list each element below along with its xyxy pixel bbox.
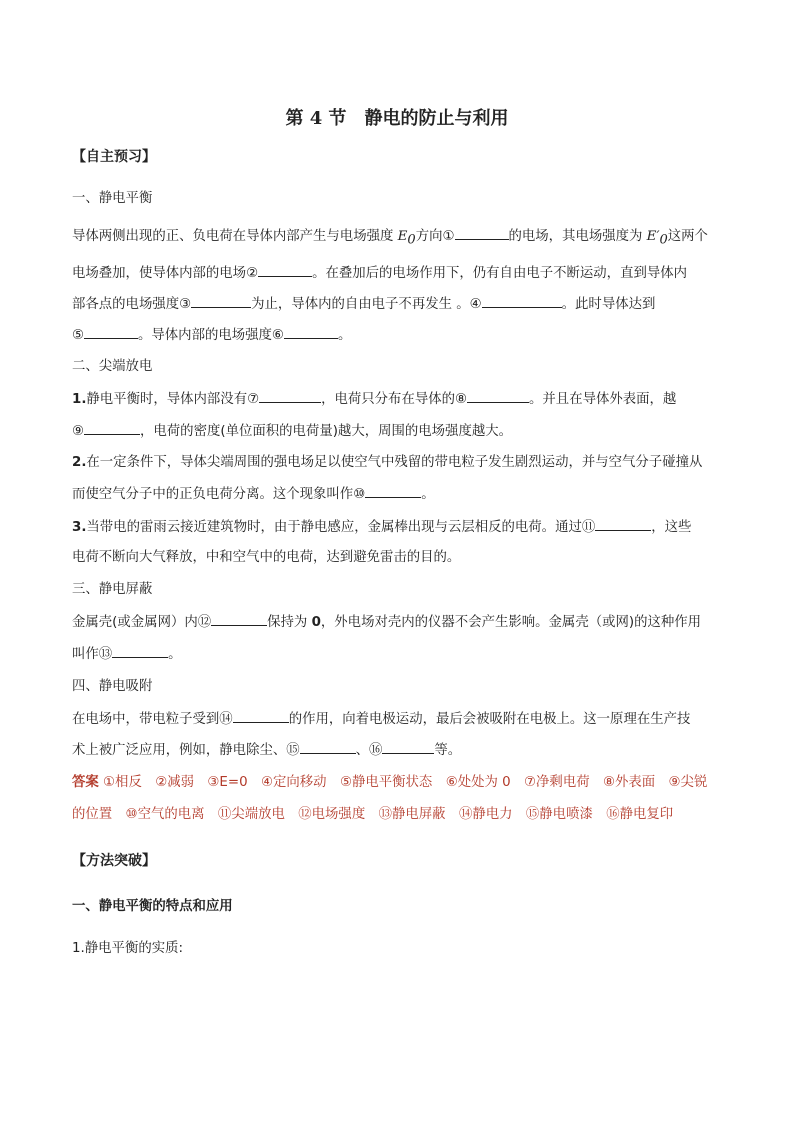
blank-4[interactable] — [482, 294, 562, 308]
blank-5[interactable] — [84, 325, 138, 339]
blank-10[interactable] — [365, 484, 421, 498]
preview-heading: 【自主预习】 — [72, 149, 156, 165]
paragraph-line: 而使空气分子中的正负电荷分离。这个现象叫作⑩ 。 — [72, 484, 435, 505]
answer-label: 答案 — [72, 775, 99, 790]
blank-6[interactable] — [284, 325, 338, 339]
blank-11[interactable] — [595, 517, 651, 531]
e0-symbol: $E_0$ — [397, 229, 416, 248]
blank-16[interactable] — [382, 740, 434, 754]
blank-12[interactable] — [211, 612, 267, 626]
e0-prime-symbol: $E'_0$ — [646, 229, 668, 248]
method-subheading: 一、静电平衡的特点和应用 — [72, 899, 233, 914]
method-heading: 【方法突破】 — [72, 853, 156, 869]
paragraph-line: 3.当带电的雷雨云接近建筑物时，由于静电感应，金属棒出现与云层相反的电荷。通过⑪ ，这些 — [72, 517, 691, 538]
blank-15[interactable] — [300, 740, 356, 754]
blank-13[interactable] — [112, 644, 168, 658]
paragraph-line: 2.在一定条件下，导体尖端周围的强电场足以使空气中残留的带电粒子发生剧烈运动，并与空气分子碰撞从 — [72, 455, 703, 470]
method-item: 1.静电平衡的实质: — [72, 941, 184, 956]
paragraph-line: 在电场中，带电粒子受到⑭ 的作用，向着电极运动，最后会被吸附在电极上。这一原理在生产技 — [72, 709, 690, 730]
paragraph-line: ⑤ 。导体内部的电场强度⑥ 。 — [72, 325, 351, 346]
paragraph-line: 电荷不断向大气释放，中和空气中的电荷，达到避免雷击的目的。 — [72, 550, 461, 565]
blank-2[interactable] — [258, 263, 312, 277]
blank-8[interactable] — [467, 389, 529, 403]
section-heading-adsorption: 四、静电吸附 — [72, 679, 153, 694]
answer-line: 答案 ①相反 ②减弱 ③E=0 ④定向移动 ⑤静电平衡状态 ⑥处处为 0 ⑦净剩电荷 ⑧外表面 ⑨尖锐 — [72, 775, 708, 790]
blank-9[interactable] — [84, 421, 140, 435]
blank-1[interactable] — [455, 226, 509, 240]
section-heading-point-discharge: 二、尖端放电 — [72, 359, 153, 374]
paragraph-line: 电场叠加，使导体内部的电场② 。在叠加后的电场作用下，仍有自由电子不断运动，直到导体内 — [72, 263, 687, 284]
paragraph-line: 1.静电平衡时，导体内部没有⑦ ，电荷只分布在导体的⑧ 。并且在导体外表面，越 — [72, 389, 676, 410]
blank-7[interactable] — [259, 389, 321, 403]
paragraph-line: 导体两侧出现的正、负电荷在导体内部产生与电场强度 $E_0$方向① 的电场，其电场强度为 $E'_0$这两个 — [72, 226, 708, 251]
paragraph-line: 叫作⑬ 。 — [72, 644, 182, 665]
section-heading-static-equilibrium: 一、静电平衡 — [72, 191, 153, 206]
paragraph-line: 金属壳(或金属网）内⑫ 保持为 0，外电场对壳内的仪器不会产生影响。金属壳（或网)的这种作用 — [72, 612, 701, 633]
section-heading-shielding: 三、静电屏蔽 — [72, 582, 153, 597]
paragraph-line: 部各点的电场强度③ 为止，导体内的自由电子不再发生 。④ 。此时导体达到 — [72, 294, 655, 315]
blank-3[interactable] — [191, 294, 251, 308]
page-title: 第 4 节 静电的防止与利用 — [285, 108, 509, 129]
paragraph-line: 术上被广泛应用，例如，静电除尘、⑮ 、⑯ 等。 — [72, 740, 461, 761]
answer-line: 的位置 ⑩空气的电离 ⑪尖端放电 ⑫电场强度 ⑬静电屏蔽 ⑭静电力 ⑮静电喷漆 ⑯静电复印 — [72, 807, 674, 822]
paragraph-line: ⑨ ，电荷的密度(单位面积的电荷量)越大，周围的电场强度越大。 — [72, 421, 512, 442]
blank-14[interactable] — [233, 709, 289, 723]
